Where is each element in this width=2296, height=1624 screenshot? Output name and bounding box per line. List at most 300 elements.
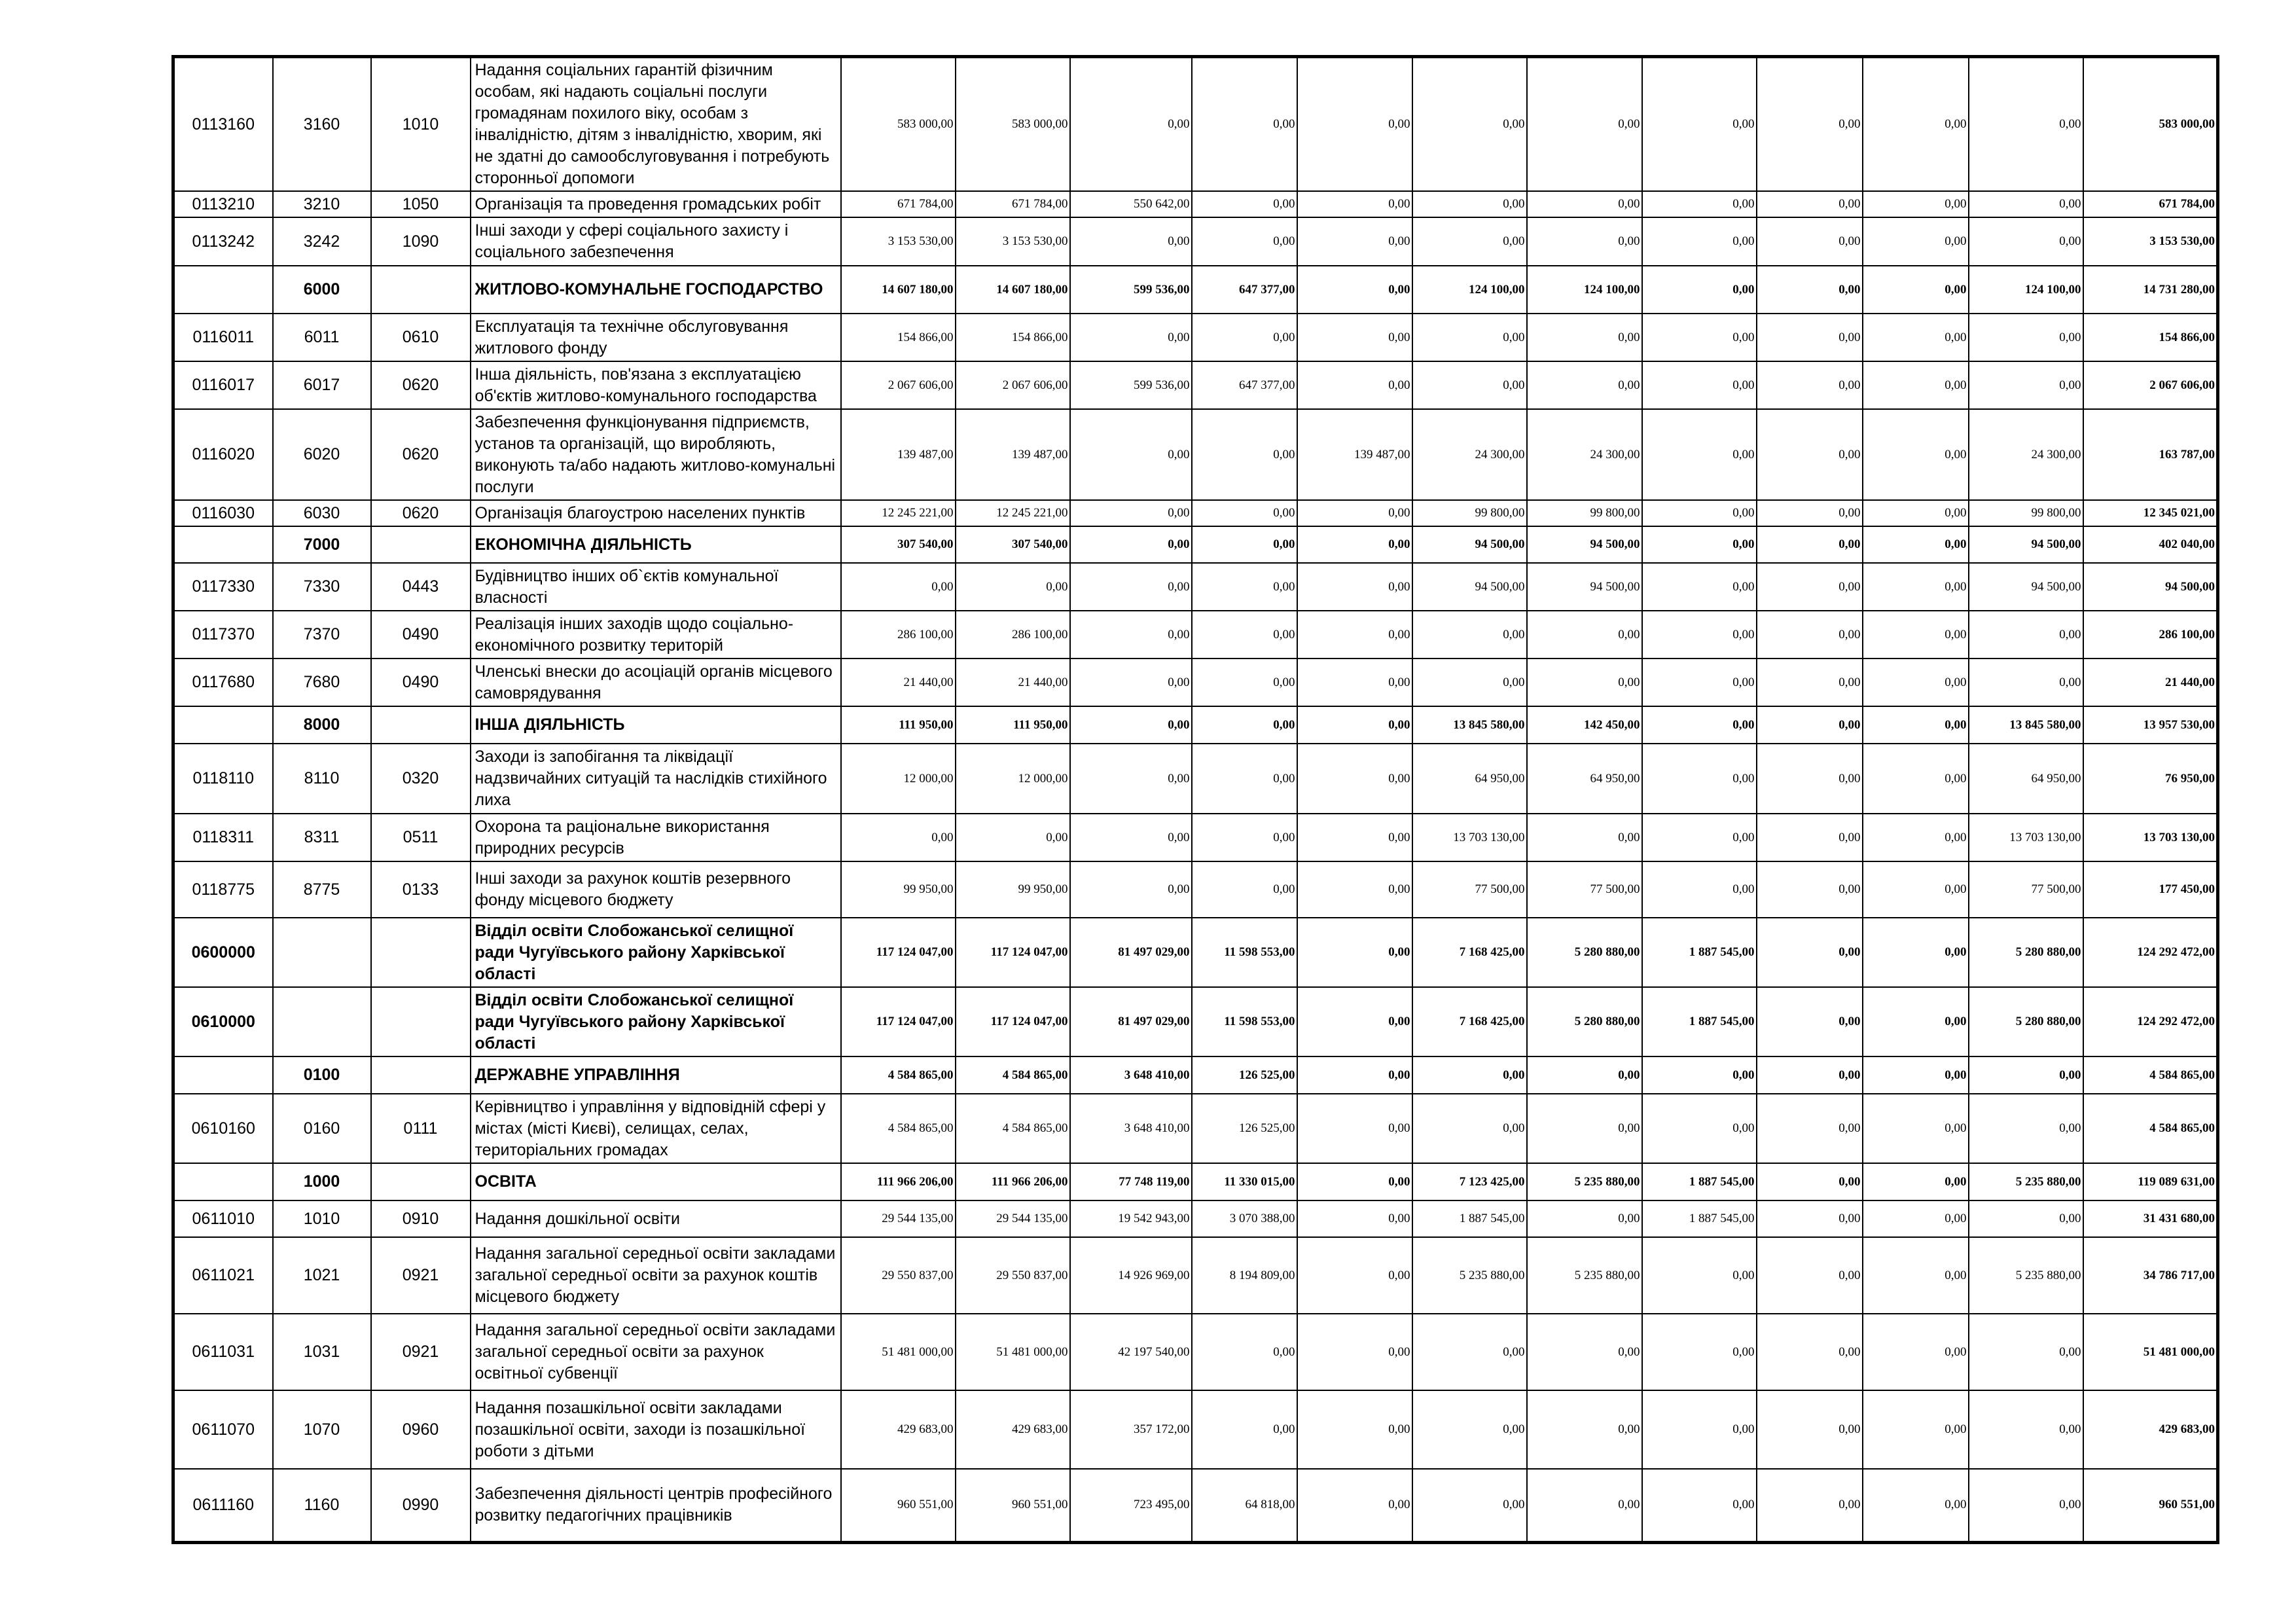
value-cell: 13 703 130,00 bbox=[1969, 814, 2083, 861]
value-cell: 81 497 029,00 bbox=[1070, 918, 1192, 987]
value-cell: 0,00 bbox=[1297, 361, 1412, 409]
value-cell: 0,00 bbox=[1192, 409, 1297, 500]
table-row bbox=[173, 1469, 2218, 1542]
function-code-cell: 0111 bbox=[371, 1094, 471, 1163]
subprogram-code-cell: 1000 bbox=[273, 1163, 371, 1200]
function-code-cell bbox=[371, 266, 471, 314]
value-cell: 0,00 bbox=[1297, 563, 1412, 611]
value-cell: 0,00 bbox=[1969, 1094, 2083, 1163]
value-cell: 1 887 545,00 bbox=[1642, 987, 1757, 1056]
value-cell: 21 440,00 bbox=[841, 659, 956, 706]
value-cell: 7 168 425,00 bbox=[1412, 918, 1527, 987]
value-cell: 0,00 bbox=[1070, 314, 1192, 361]
program-name-cell: ЕКОНОМІЧНА ДІЯЛЬНІСТЬ bbox=[471, 526, 841, 563]
value-cell: 29 550 837,00 bbox=[841, 1237, 956, 1314]
program-name-cell: ДЕРЖАВНЕ УПРАВЛІННЯ bbox=[471, 1056, 841, 1094]
value-cell: 0,00 bbox=[1297, 191, 1412, 217]
function-code-cell: 0320 bbox=[371, 744, 471, 814]
value-cell: 77 748 119,00 bbox=[1070, 1163, 1192, 1200]
program-name-cell: Відділ освіти Слобожанської селищної ради Чугуївського району Харківської області bbox=[471, 918, 841, 987]
value-cell: 117 124 047,00 bbox=[956, 987, 1070, 1056]
value-cell: 99 800,00 bbox=[1527, 500, 1642, 526]
value-cell: 0,00 bbox=[1757, 659, 1863, 706]
value-cell: 0,00 bbox=[1642, 814, 1757, 861]
value-cell: 0,00 bbox=[1863, 563, 1969, 611]
value-cell: 14 607 180,00 bbox=[841, 266, 956, 314]
value-cell: 21 440,00 bbox=[956, 659, 1070, 706]
program-code-cell: 0610000 bbox=[173, 987, 273, 1056]
value-cell: 111 950,00 bbox=[841, 706, 956, 744]
function-code-cell bbox=[371, 918, 471, 987]
value-cell: 0,00 bbox=[1757, 57, 1863, 192]
value-cell: 0,00 bbox=[1297, 659, 1412, 706]
value-cell: 0,00 bbox=[1863, 744, 1969, 814]
value-cell: 3 648 410,00 bbox=[1070, 1094, 1192, 1163]
value-cell: 154 866,00 bbox=[956, 314, 1070, 361]
value-cell: 0,00 bbox=[1297, 918, 1412, 987]
total-value-cell: 14 731 280,00 bbox=[2083, 266, 2218, 314]
value-cell: 29 544 135,00 bbox=[956, 1200, 1070, 1237]
value-cell: 0,00 bbox=[1642, 1314, 1757, 1390]
value-cell: 0,00 bbox=[1192, 611, 1297, 659]
value-cell: 4 584 865,00 bbox=[956, 1056, 1070, 1094]
value-cell: 0,00 bbox=[1192, 1390, 1297, 1469]
value-cell: 5 280 880,00 bbox=[1969, 987, 2083, 1056]
value-cell: 0,00 bbox=[1642, 1390, 1757, 1469]
value-cell: 0,00 bbox=[1863, 1056, 1969, 1094]
value-cell: 11 330 015,00 bbox=[1192, 1163, 1297, 1200]
function-code-cell: 0960 bbox=[371, 1390, 471, 1469]
subprogram-code-cell: 7000 bbox=[273, 526, 371, 563]
table-row bbox=[173, 191, 2218, 217]
value-cell: 12 245 221,00 bbox=[956, 500, 1070, 526]
total-value-cell: 154 866,00 bbox=[2083, 314, 2218, 361]
value-cell: 0,00 bbox=[1757, 361, 1863, 409]
value-cell: 960 551,00 bbox=[841, 1469, 956, 1542]
value-cell: 0,00 bbox=[1070, 57, 1192, 192]
value-cell: 286 100,00 bbox=[841, 611, 956, 659]
value-cell: 3 153 530,00 bbox=[956, 217, 1070, 266]
value-cell: 2 067 606,00 bbox=[841, 361, 956, 409]
value-cell: 0,00 bbox=[1070, 744, 1192, 814]
program-code-cell bbox=[173, 266, 273, 314]
value-cell: 0,00 bbox=[1070, 409, 1192, 500]
value-cell: 429 683,00 bbox=[841, 1390, 956, 1469]
value-cell: 307 540,00 bbox=[956, 526, 1070, 563]
value-cell: 0,00 bbox=[1070, 659, 1192, 706]
program-name-cell: Інші заходи у сфері соціального захисту і соціального забезпечення bbox=[471, 217, 841, 266]
value-cell: 4 584 865,00 bbox=[841, 1094, 956, 1163]
value-cell: 583 000,00 bbox=[841, 57, 956, 192]
value-cell: 0,00 bbox=[1642, 1469, 1757, 1542]
function-code-cell: 0610 bbox=[371, 314, 471, 361]
value-cell: 64 950,00 bbox=[1412, 744, 1527, 814]
value-cell: 11 598 553,00 bbox=[1192, 918, 1297, 987]
subprogram-code-cell: 1031 bbox=[273, 1314, 371, 1390]
total-value-cell: 31 431 680,00 bbox=[2083, 1200, 2218, 1237]
subprogram-code-cell: 6030 bbox=[273, 500, 371, 526]
subprogram-code-cell: 8110 bbox=[273, 744, 371, 814]
value-cell: 0,00 bbox=[1192, 217, 1297, 266]
value-cell: 0,00 bbox=[1297, 987, 1412, 1056]
value-cell: 429 683,00 bbox=[956, 1390, 1070, 1469]
value-cell: 0,00 bbox=[1297, 1094, 1412, 1163]
value-cell: 0,00 bbox=[1757, 526, 1863, 563]
value-cell: 0,00 bbox=[1192, 57, 1297, 192]
value-cell: 0,00 bbox=[1642, 191, 1757, 217]
function-code-cell: 0620 bbox=[371, 409, 471, 500]
value-cell: 0,00 bbox=[1969, 1390, 2083, 1469]
value-cell: 0,00 bbox=[1863, 361, 1969, 409]
value-cell: 0,00 bbox=[1863, 611, 1969, 659]
value-cell: 139 487,00 bbox=[1297, 409, 1412, 500]
value-cell: 286 100,00 bbox=[956, 611, 1070, 659]
program-code-cell: 0113160 bbox=[173, 57, 273, 192]
value-cell: 0,00 bbox=[1969, 611, 2083, 659]
table-body bbox=[173, 57, 2218, 1543]
value-cell: 0,00 bbox=[1863, 500, 1969, 526]
value-cell: 0,00 bbox=[1297, 1237, 1412, 1314]
value-cell: 7 168 425,00 bbox=[1412, 987, 1527, 1056]
value-cell: 0,00 bbox=[841, 814, 956, 861]
value-cell: 111 966 206,00 bbox=[841, 1163, 956, 1200]
value-cell: 0,00 bbox=[1297, 217, 1412, 266]
value-cell: 0,00 bbox=[1297, 526, 1412, 563]
total-value-cell: 402 040,00 bbox=[2083, 526, 2218, 563]
program-code-cell: 0117330 bbox=[173, 563, 273, 611]
table-row bbox=[173, 611, 2218, 659]
value-cell: 0,00 bbox=[1757, 1094, 1863, 1163]
value-cell: 0,00 bbox=[1863, 526, 1969, 563]
program-code-cell: 0117370 bbox=[173, 611, 273, 659]
value-cell: 94 500,00 bbox=[1527, 526, 1642, 563]
value-cell: 0,00 bbox=[1863, 659, 1969, 706]
value-cell: 126 525,00 bbox=[1192, 1094, 1297, 1163]
program-name-cell: Надання дошкільної освіти bbox=[471, 1200, 841, 1237]
value-cell: 0,00 bbox=[1070, 861, 1192, 918]
value-cell: 0,00 bbox=[1757, 1163, 1863, 1200]
value-cell: 0,00 bbox=[1642, 861, 1757, 918]
total-value-cell: 177 450,00 bbox=[2083, 861, 2218, 918]
value-cell: 0,00 bbox=[1527, 361, 1642, 409]
value-cell: 24 300,00 bbox=[1527, 409, 1642, 500]
total-value-cell: 21 440,00 bbox=[2083, 659, 2218, 706]
table-row bbox=[173, 1056, 2218, 1094]
value-cell: 12 000,00 bbox=[956, 744, 1070, 814]
value-cell: 0,00 bbox=[1412, 1094, 1527, 1163]
value-cell: 0,00 bbox=[1757, 409, 1863, 500]
value-cell: 0,00 bbox=[1757, 1200, 1863, 1237]
value-cell: 0,00 bbox=[1863, 217, 1969, 266]
value-cell: 0,00 bbox=[1070, 500, 1192, 526]
value-cell: 0,00 bbox=[1192, 191, 1297, 217]
budget-table bbox=[171, 55, 2219, 1544]
value-cell: 51 481 000,00 bbox=[956, 1314, 1070, 1390]
program-name-cell: Охорона та раціональне використання природних ресурсів bbox=[471, 814, 841, 861]
program-name-cell: Експлуатація та технічне обслуговування житлового фонду bbox=[471, 314, 841, 361]
value-cell: 111 966 206,00 bbox=[956, 1163, 1070, 1200]
value-cell: 0,00 bbox=[1863, 1163, 1969, 1200]
value-cell: 0,00 bbox=[1863, 1200, 1969, 1237]
value-cell: 4 584 865,00 bbox=[841, 1056, 956, 1094]
program-code-cell bbox=[173, 526, 273, 563]
value-cell: 0,00 bbox=[1757, 1056, 1863, 1094]
program-name-cell: Відділ освіти Слобожанської селищної ради Чугуївського району Харківської області bbox=[471, 987, 841, 1056]
subprogram-code-cell: 3242 bbox=[273, 217, 371, 266]
value-cell: 13 703 130,00 bbox=[1412, 814, 1527, 861]
value-cell: 124 100,00 bbox=[1412, 266, 1527, 314]
value-cell: 154 866,00 bbox=[841, 314, 956, 361]
total-value-cell: 429 683,00 bbox=[2083, 1390, 2218, 1469]
subprogram-code-cell: 1160 bbox=[273, 1469, 371, 1542]
value-cell: 77 500,00 bbox=[1412, 861, 1527, 918]
table-row bbox=[173, 918, 2218, 987]
value-cell: 0,00 bbox=[1297, 1390, 1412, 1469]
program-name-cell: Забезпечення діяльності центрів професійного розвитку педагогічних працівників bbox=[471, 1469, 841, 1542]
value-cell: 94 500,00 bbox=[1969, 563, 2083, 611]
subprogram-code-cell: 6017 bbox=[273, 361, 371, 409]
value-cell: 5 280 880,00 bbox=[1527, 918, 1642, 987]
total-value-cell: 119 089 631,00 bbox=[2083, 1163, 2218, 1200]
subprogram-code-cell: 3160 bbox=[273, 57, 371, 192]
program-code-cell: 0113242 bbox=[173, 217, 273, 266]
function-code-cell bbox=[371, 1163, 471, 1200]
value-cell: 94 500,00 bbox=[1527, 563, 1642, 611]
value-cell: 0,00 bbox=[1757, 1390, 1863, 1469]
value-cell: 0,00 bbox=[1192, 706, 1297, 744]
function-code-cell: 0921 bbox=[371, 1314, 471, 1390]
value-cell: 51 481 000,00 bbox=[841, 1314, 956, 1390]
value-cell: 0,00 bbox=[1642, 526, 1757, 563]
value-cell: 0,00 bbox=[1527, 314, 1642, 361]
table-row bbox=[173, 987, 2218, 1056]
program-name-cell: Надання загальної середньої освіти закладами загальної середньої освіти за рахунок освітньої субвенції bbox=[471, 1314, 841, 1390]
value-cell: 142 450,00 bbox=[1527, 706, 1642, 744]
value-cell: 99 800,00 bbox=[1412, 500, 1527, 526]
value-cell: 0,00 bbox=[1070, 706, 1192, 744]
program-code-cell bbox=[173, 706, 273, 744]
value-cell: 0,00 bbox=[1969, 57, 2083, 192]
value-cell: 647 377,00 bbox=[1192, 266, 1297, 314]
value-cell: 3 070 388,00 bbox=[1192, 1200, 1297, 1237]
table-row bbox=[173, 1237, 2218, 1314]
value-cell: 0,00 bbox=[1412, 1469, 1527, 1542]
table-row bbox=[173, 314, 2218, 361]
value-cell: 0,00 bbox=[1527, 1469, 1642, 1542]
value-cell: 0,00 bbox=[1527, 191, 1642, 217]
value-cell: 0,00 bbox=[1297, 611, 1412, 659]
value-cell: 64 818,00 bbox=[1192, 1469, 1297, 1542]
value-cell: 24 300,00 bbox=[1969, 409, 2083, 500]
value-cell: 99 950,00 bbox=[956, 861, 1070, 918]
value-cell: 0,00 bbox=[1642, 217, 1757, 266]
subprogram-code-cell bbox=[273, 987, 371, 1056]
value-cell: 12 000,00 bbox=[841, 744, 956, 814]
function-code-cell: 1090 bbox=[371, 217, 471, 266]
value-cell: 0,00 bbox=[1070, 814, 1192, 861]
value-cell: 0,00 bbox=[1757, 744, 1863, 814]
value-cell: 0,00 bbox=[1863, 987, 1969, 1056]
value-cell: 550 642,00 bbox=[1070, 191, 1192, 217]
table-row bbox=[173, 217, 2218, 266]
value-cell: 0,00 bbox=[1757, 987, 1863, 1056]
total-value-cell: 13 957 530,00 bbox=[2083, 706, 2218, 744]
value-cell: 0,00 bbox=[1527, 611, 1642, 659]
value-cell: 0,00 bbox=[1863, 191, 1969, 217]
value-cell: 0,00 bbox=[1863, 1314, 1969, 1390]
value-cell: 0,00 bbox=[1642, 611, 1757, 659]
subprogram-code-cell: 1010 bbox=[273, 1200, 371, 1237]
value-cell: 0,00 bbox=[1192, 1314, 1297, 1390]
value-cell: 671 784,00 bbox=[956, 191, 1070, 217]
value-cell: 0,00 bbox=[1192, 526, 1297, 563]
value-cell: 13 845 580,00 bbox=[1412, 706, 1527, 744]
value-cell: 0,00 bbox=[1969, 314, 2083, 361]
program-code-cell: 0118775 bbox=[173, 861, 273, 918]
value-cell: 960 551,00 bbox=[956, 1469, 1070, 1542]
value-cell: 0,00 bbox=[1642, 563, 1757, 611]
value-cell: 5 280 880,00 bbox=[1969, 918, 2083, 987]
program-name-cell: Забезпечення функціонування підприємств, установ та організацій, що виробляють, виконують та/або надають житлово-комунальні послуги bbox=[471, 409, 841, 500]
value-cell: 117 124 047,00 bbox=[841, 918, 956, 987]
value-cell: 0,00 bbox=[1863, 706, 1969, 744]
program-code-cell: 0116017 bbox=[173, 361, 273, 409]
value-cell: 0,00 bbox=[1297, 1469, 1412, 1542]
value-cell: 0,00 bbox=[1863, 814, 1969, 861]
program-code-cell: 0611031 bbox=[173, 1314, 273, 1390]
value-cell: 0,00 bbox=[1969, 217, 2083, 266]
program-code-cell: 0611160 bbox=[173, 1469, 273, 1542]
value-cell: 0,00 bbox=[1192, 500, 1297, 526]
value-cell: 0,00 bbox=[1412, 659, 1527, 706]
value-cell: 0,00 bbox=[1297, 314, 1412, 361]
value-cell: 14 607 180,00 bbox=[956, 266, 1070, 314]
function-code-cell: 0921 bbox=[371, 1237, 471, 1314]
value-cell: 0,00 bbox=[1757, 918, 1863, 987]
value-cell: 1 887 545,00 bbox=[1642, 1163, 1757, 1200]
total-value-cell: 94 500,00 bbox=[2083, 563, 2218, 611]
value-cell: 0,00 bbox=[1642, 1237, 1757, 1314]
value-cell: 99 950,00 bbox=[841, 861, 956, 918]
subprogram-code-cell: 3210 bbox=[273, 191, 371, 217]
value-cell: 8 194 809,00 bbox=[1192, 1237, 1297, 1314]
value-cell: 77 500,00 bbox=[1969, 861, 2083, 918]
table-row bbox=[173, 659, 2218, 706]
total-value-cell: 286 100,00 bbox=[2083, 611, 2218, 659]
subprogram-code-cell: 7370 bbox=[273, 611, 371, 659]
total-value-cell: 163 787,00 bbox=[2083, 409, 2218, 500]
value-cell: 124 100,00 bbox=[1969, 266, 2083, 314]
value-cell: 0,00 bbox=[1527, 1094, 1642, 1163]
value-cell: 0,00 bbox=[1757, 706, 1863, 744]
value-cell: 0,00 bbox=[956, 814, 1070, 861]
value-cell: 29 544 135,00 bbox=[841, 1200, 956, 1237]
value-cell: 0,00 bbox=[1527, 1056, 1642, 1094]
value-cell: 0,00 bbox=[1863, 1390, 1969, 1469]
program-name-cell: Будівництво інших об`єктів комунальної власності bbox=[471, 563, 841, 611]
value-cell: 0,00 bbox=[1969, 659, 2083, 706]
value-cell: 0,00 bbox=[1863, 409, 1969, 500]
value-cell: 0,00 bbox=[841, 563, 956, 611]
value-cell: 0,00 bbox=[1969, 1056, 2083, 1094]
value-cell: 0,00 bbox=[1642, 57, 1757, 192]
value-cell: 0,00 bbox=[1297, 814, 1412, 861]
subprogram-code-cell: 0100 bbox=[273, 1056, 371, 1094]
program-name-cell: Надання загальної середньої освіти закладами загальної середньої освіти за рахунок коштів місцевого бюджету bbox=[471, 1237, 841, 1314]
value-cell: 0,00 bbox=[1527, 1200, 1642, 1237]
program-name-cell: ЖИТЛОВО-КОМУНАЛЬНЕ ГОСПОДАРСТВО bbox=[471, 266, 841, 314]
function-code-cell: 1010 bbox=[371, 57, 471, 192]
table-row bbox=[173, 744, 2218, 814]
value-cell: 111 950,00 bbox=[956, 706, 1070, 744]
value-cell: 0,00 bbox=[1297, 57, 1412, 192]
value-cell: 1 887 545,00 bbox=[1642, 918, 1757, 987]
value-cell: 0,00 bbox=[1863, 861, 1969, 918]
value-cell: 0,00 bbox=[1070, 563, 1192, 611]
program-code-cell: 0611070 bbox=[173, 1390, 273, 1469]
value-cell: 0,00 bbox=[1412, 217, 1527, 266]
value-cell: 1 887 545,00 bbox=[1412, 1200, 1527, 1237]
value-cell: 0,00 bbox=[1070, 526, 1192, 563]
value-cell: 0,00 bbox=[1863, 266, 1969, 314]
value-cell: 0,00 bbox=[1863, 1469, 1969, 1542]
value-cell: 0,00 bbox=[1642, 659, 1757, 706]
value-cell: 0,00 bbox=[1642, 706, 1757, 744]
table-row bbox=[173, 266, 2218, 314]
value-cell: 5 235 880,00 bbox=[1969, 1237, 2083, 1314]
function-code-cell bbox=[371, 706, 471, 744]
table-row bbox=[173, 861, 2218, 918]
table-row bbox=[173, 563, 2218, 611]
total-value-cell: 583 000,00 bbox=[2083, 57, 2218, 192]
subprogram-code-cell: 7680 bbox=[273, 659, 371, 706]
table-row bbox=[173, 1200, 2218, 1237]
value-cell: 0,00 bbox=[1642, 500, 1757, 526]
value-cell: 94 500,00 bbox=[1412, 526, 1527, 563]
program-name-cell: ІНША ДІЯЛЬНІСТЬ bbox=[471, 706, 841, 744]
value-cell: 0,00 bbox=[1412, 1056, 1527, 1094]
function-code-cell: 0910 bbox=[371, 1200, 471, 1237]
program-code-cell: 0610160 bbox=[173, 1094, 273, 1163]
value-cell: 1 887 545,00 bbox=[1642, 1200, 1757, 1237]
table-row bbox=[173, 526, 2218, 563]
function-code-cell: 0490 bbox=[371, 659, 471, 706]
subprogram-code-cell: 0160 bbox=[273, 1094, 371, 1163]
value-cell: 12 245 221,00 bbox=[841, 500, 956, 526]
program-code-cell: 0113210 bbox=[173, 191, 273, 217]
value-cell: 0,00 bbox=[1969, 1200, 2083, 1237]
value-cell: 0,00 bbox=[1192, 659, 1297, 706]
subprogram-code-cell bbox=[273, 918, 371, 987]
subprogram-code-cell: 6000 bbox=[273, 266, 371, 314]
program-code-cell: 0118311 bbox=[173, 814, 273, 861]
program-name-cell: Членські внески до асоціацій органів місцевого самоврядування bbox=[471, 659, 841, 706]
function-code-cell: 1050 bbox=[371, 191, 471, 217]
value-cell: 599 536,00 bbox=[1070, 361, 1192, 409]
value-cell: 647 377,00 bbox=[1192, 361, 1297, 409]
value-cell: 7 123 425,00 bbox=[1412, 1163, 1527, 1200]
value-cell: 0,00 bbox=[1642, 266, 1757, 314]
value-cell: 42 197 540,00 bbox=[1070, 1314, 1192, 1390]
total-value-cell: 4 584 865,00 bbox=[2083, 1094, 2218, 1163]
subprogram-code-cell: 8775 bbox=[273, 861, 371, 918]
subprogram-code-cell: 6020 bbox=[273, 409, 371, 500]
value-cell: 0,00 bbox=[1863, 314, 1969, 361]
table-row bbox=[173, 1094, 2218, 1163]
table-row bbox=[173, 409, 2218, 500]
value-cell: 0,00 bbox=[1297, 1163, 1412, 1200]
value-cell: 671 784,00 bbox=[841, 191, 956, 217]
